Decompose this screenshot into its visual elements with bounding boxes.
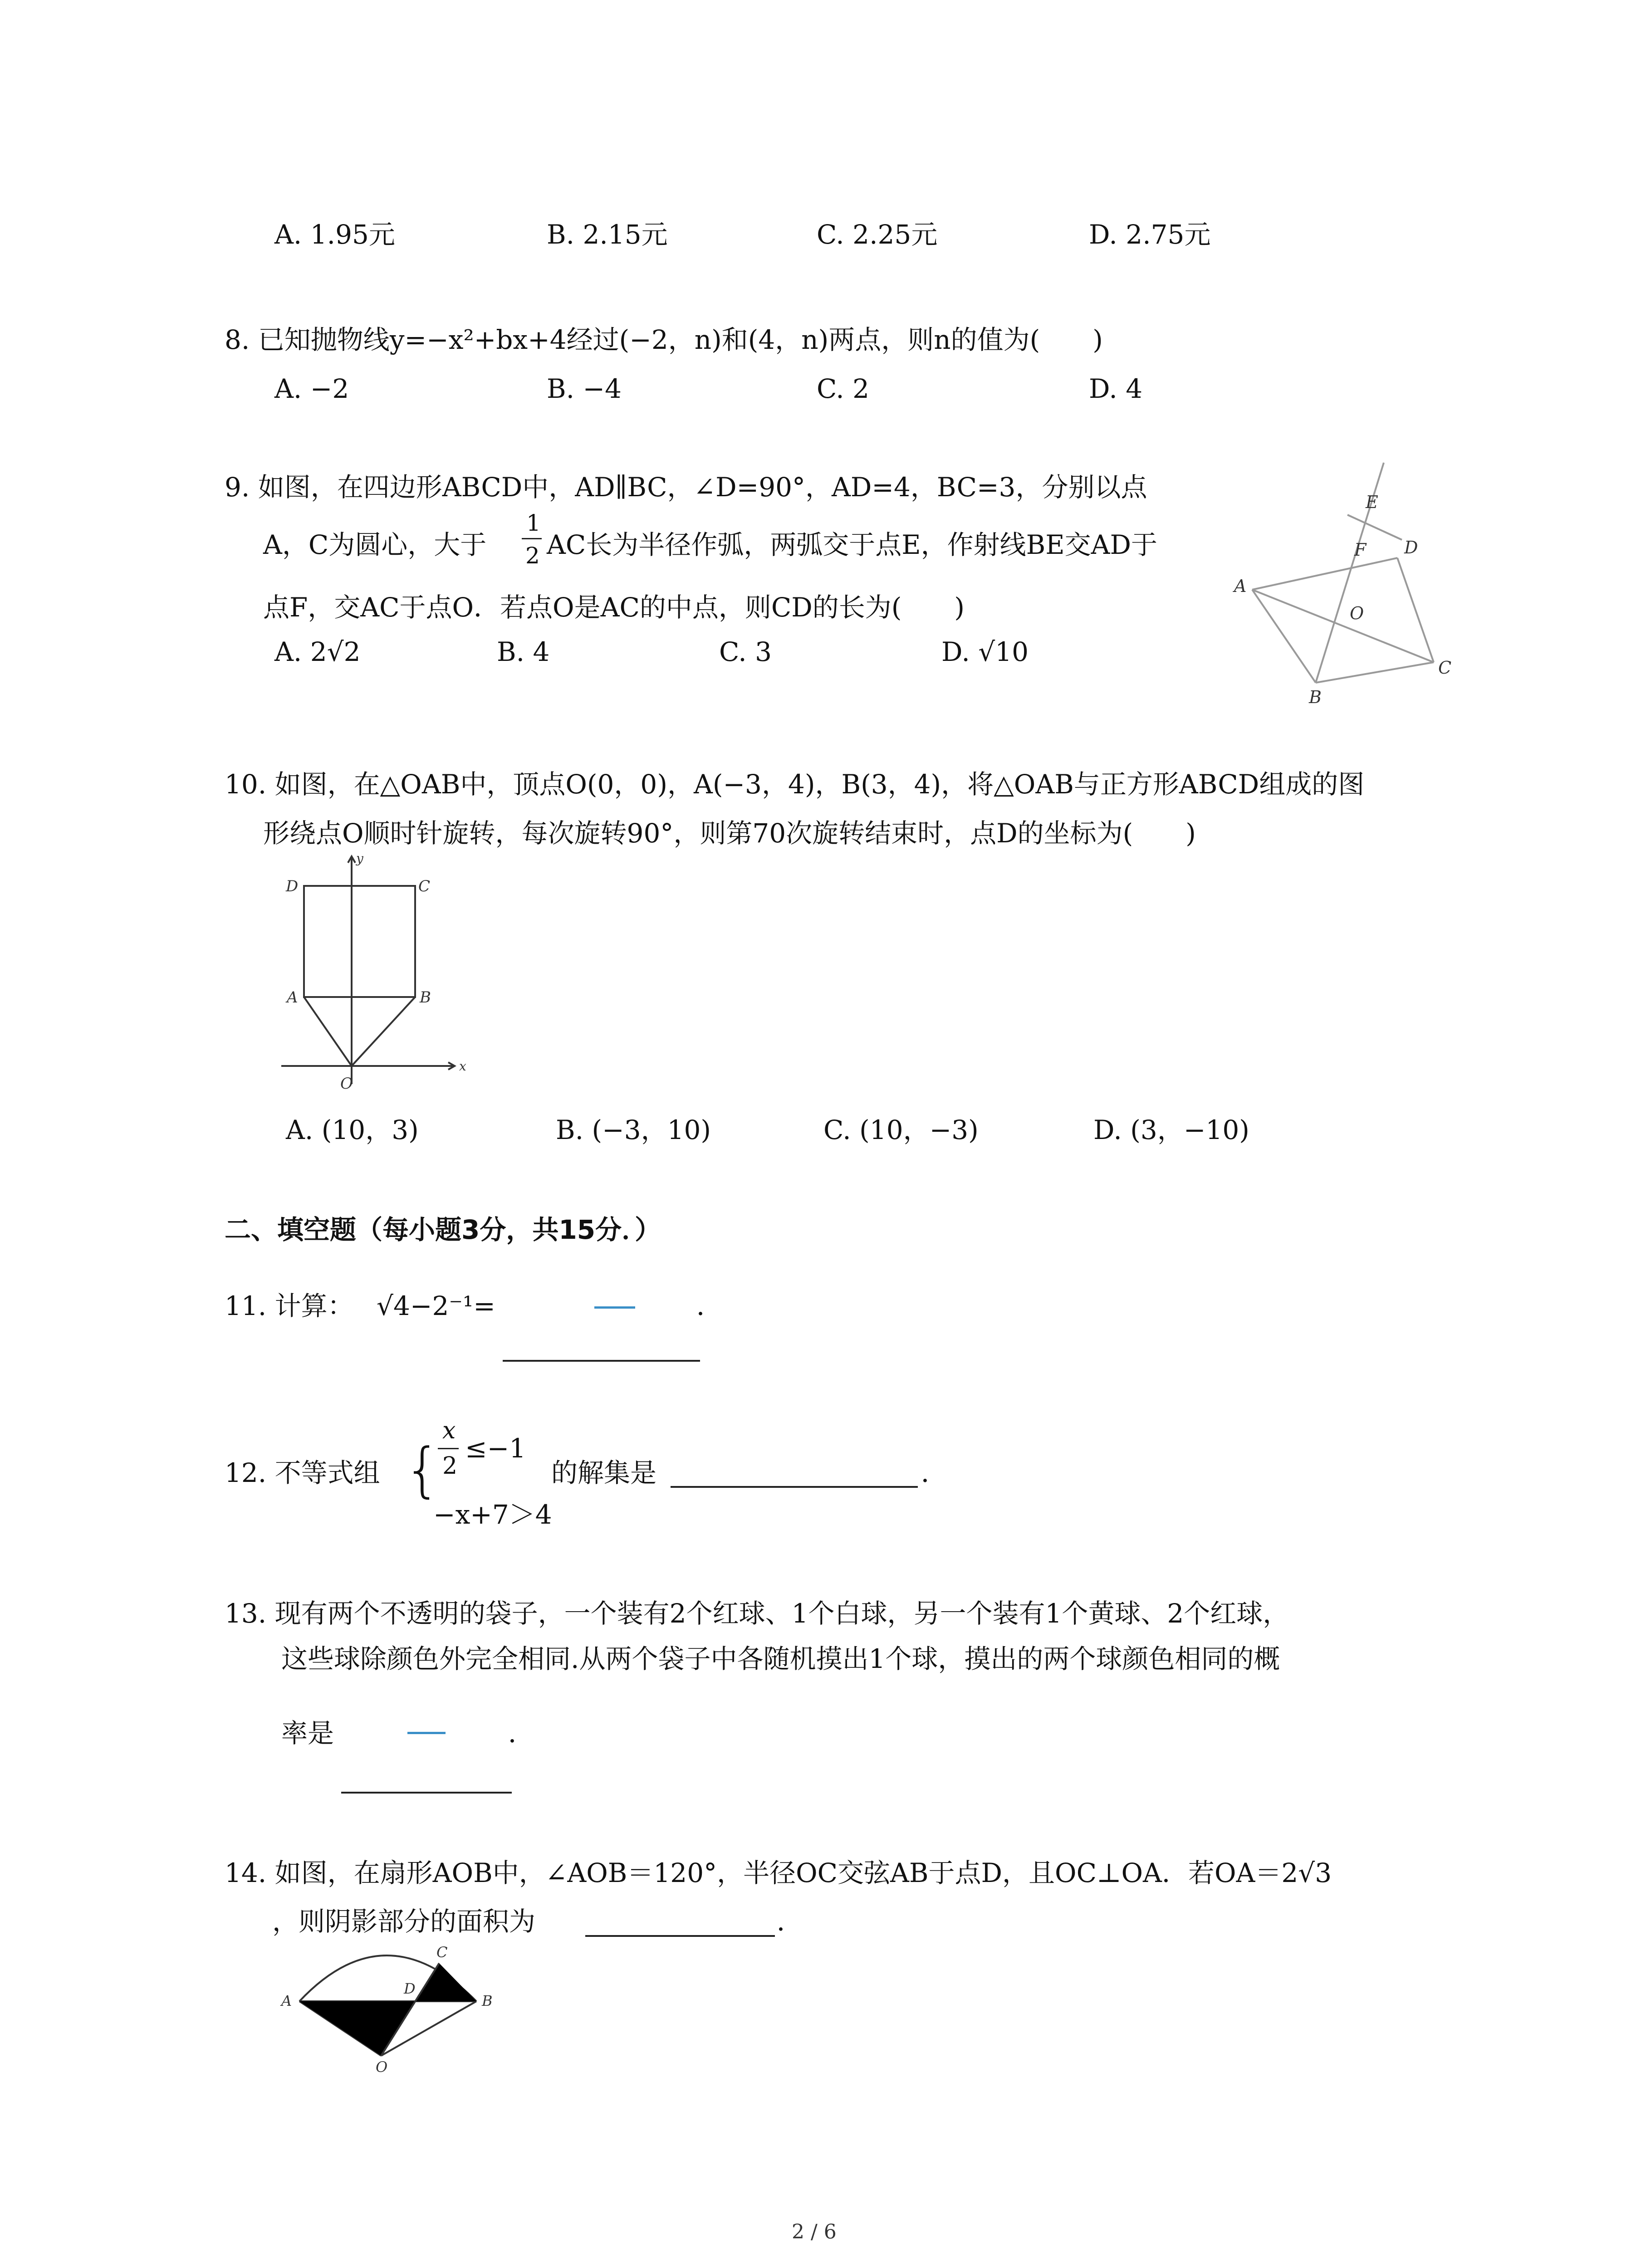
q10-label-y: y	[356, 851, 363, 866]
q7-option-c: C. 2.25元	[817, 219, 938, 250]
q9-option-b: B. 4	[497, 636, 550, 667]
q10-line2: 形绕点O顺时针旋转，每次旋转90°，则第70次旋转结束时，点D的坐标为( )	[263, 818, 1196, 849]
q14-answer-blank[interactable]	[585, 1935, 775, 1937]
q13-line2: 这些球除颜色外完全相同.从两个袋子中各随机摸出1个球，摸出的两个球颜色相同的概	[281, 1643, 1280, 1674]
q14-label-d: D	[404, 1980, 416, 1997]
q12-prefix: 12. 不等式组	[225, 1457, 380, 1488]
q10-label-x: x	[459, 1059, 466, 1074]
q12-row1-denominator: 2	[442, 1452, 458, 1480]
q7-option-b: B. 2.15元	[547, 219, 668, 250]
q9-label-a: A	[1234, 576, 1247, 596]
q8-option-d: D. 4	[1089, 373, 1143, 404]
q9-label-f: F	[1354, 540, 1367, 560]
q13-answer-blank[interactable]	[341, 1792, 512, 1794]
q14-line1: 14. 如图，在扇形AOB中，∠AOB＝120°，半径OC交弦AB于点D，且OC⊥OA．若OA＝2√3	[225, 1857, 1332, 1888]
q9-label-o: O	[1350, 603, 1364, 623]
q11-answer-blank[interactable]	[503, 1360, 700, 1362]
q8-option-b: B. −4	[547, 373, 622, 404]
q12-row1-rest: ≤−1	[465, 1433, 526, 1464]
q12-suffix: 的解集是	[551, 1457, 657, 1488]
q14-label-c: C	[436, 1944, 448, 1961]
q10-label-b: B	[420, 988, 431, 1007]
q13-line1: 13. 现有两个不透明的袋子，一个装有2个红球、1个白球，另一个装有1个黄球、2个红球，	[225, 1598, 1289, 1629]
q9-option-a: A. 2√2	[274, 636, 361, 667]
q9-line2-b: AC长为半径作弧，两弧交于点E，作射线BE交AD于	[547, 529, 1157, 560]
q12-row1-fraction-bar	[438, 1448, 459, 1449]
q9-label-b: B	[1309, 687, 1322, 707]
q14-label-b: B	[482, 1992, 493, 2009]
q10-option-a: A. (10，3)	[286, 1114, 419, 1145]
q13-answer-dash	[407, 1732, 446, 1734]
q9-figure	[1225, 463, 1479, 717]
q12-row1-numerator: x	[442, 1417, 456, 1444]
q10-line1: 10. 如图，在△OAB中，顶点O(0，0)，A(−3，4)，B(3，4)，将△OAB与正方形ABCD组成的图	[225, 769, 1365, 800]
q11-answer-dash	[594, 1306, 635, 1309]
q9-label-d: D	[1404, 538, 1418, 557]
q8-option-c: C. 2	[817, 373, 870, 404]
q8-stem: 8. 已知抛物线y=−x²+bx+4经过(−2，n)和(4，n)两点，则n的值为( )	[225, 324, 1103, 355]
q10-label-c: C	[418, 877, 431, 895]
q13-line3: 率是	[281, 1718, 334, 1749]
q12-end: ．	[921, 1457, 948, 1488]
q10-option-d: D. (3，−10)	[1093, 1114, 1249, 1145]
q9-fraction-bar	[522, 538, 542, 539]
q10-label-d: D	[286, 877, 299, 895]
q9-line2-a: A，C为圆心，大于	[263, 529, 487, 560]
q9-fraction-numerator: 1	[526, 510, 541, 536]
q14-line2: ，则阴影部分的面积为	[272, 1906, 536, 1937]
q10-label-o: O	[340, 1075, 353, 1093]
section-2-title: 二、填空题（每小题3分，共15分．）	[225, 1214, 661, 1245]
q10-figure	[272, 853, 481, 1098]
q9-label-c: C	[1438, 658, 1452, 678]
q7-option-a: A. 1.95元	[274, 219, 395, 250]
q11-end: ．	[696, 1290, 723, 1321]
q11-expression: √4−2⁻¹=	[377, 1290, 495, 1321]
q14-end: ．	[777, 1906, 803, 1937]
page-number: 2 / 6	[792, 2220, 837, 2244]
q8-option-a: A. −2	[274, 373, 349, 404]
q14-label-o: O	[376, 2058, 388, 2076]
q13-end: ．	[508, 1718, 535, 1749]
q12-answer-blank[interactable]	[671, 1486, 918, 1488]
q10-label-a: A	[287, 988, 298, 1007]
q10-option-c: C. (10，−3)	[823, 1114, 979, 1145]
q10-option-b: B. (−3，10)	[556, 1114, 711, 1145]
q11-prefix: 11. 计算：	[225, 1290, 354, 1321]
q9-line1: 9. 如图，在四边形ABCD中，AD∥BC，∠D=90°，AD=4，BC=3，分别以点	[225, 472, 1147, 503]
q12-brace: {	[404, 1435, 441, 1504]
q9-option-d: D. √10	[941, 636, 1029, 667]
q9-label-e: E	[1366, 492, 1378, 512]
q9-option-c: C. 3	[719, 636, 772, 667]
q14-label-a: A	[281, 1992, 292, 2009]
q7-option-d: D. 2.75元	[1089, 219, 1211, 250]
q9-fraction-denominator: 2	[525, 543, 540, 569]
q9-line3: 点F，交AC于点O．若点O是AC的中点，则CD的长为( )	[263, 592, 965, 623]
q14-figure	[272, 1937, 508, 2076]
q12-row2: −x+7＞4	[433, 1499, 552, 1530]
